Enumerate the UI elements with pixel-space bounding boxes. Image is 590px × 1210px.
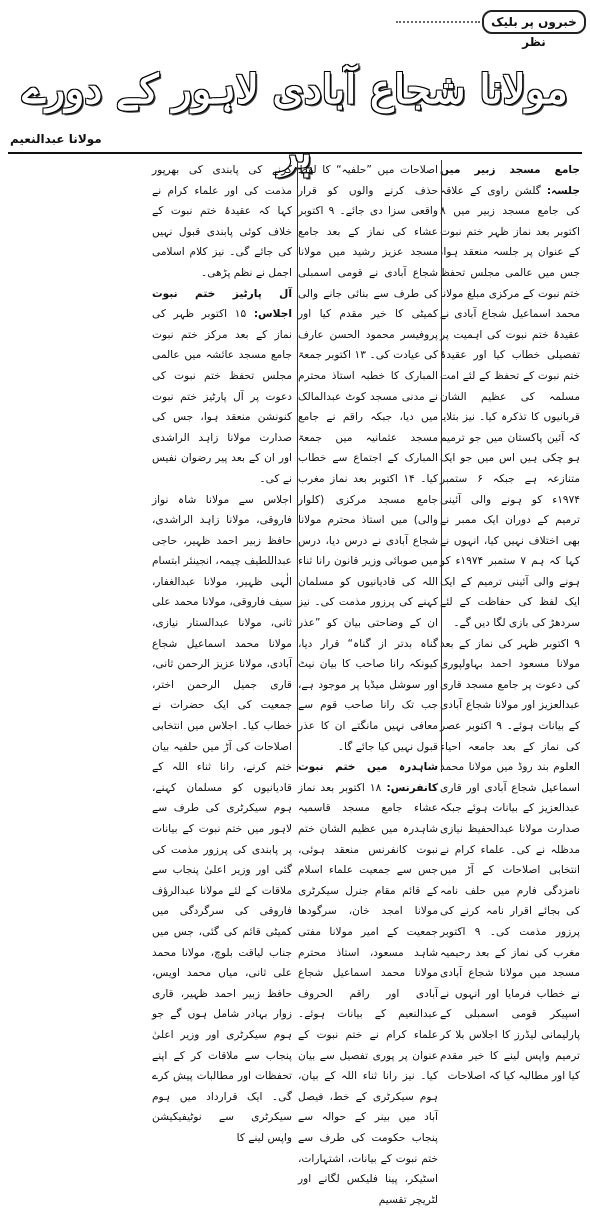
tag-dotted-line <box>396 21 480 23</box>
section-tag-label: خبروں پر بلیک نظر <box>491 15 577 49</box>
paragraph-text: ۱۵ اکتوبر ظہر کی نماز کے بعد مرکز ختم نبوت جامع مسجد عائشہ میں عالمی مجلس تحفظ ختم نبوت کی دعوت پر آل پارٹیز ختم نبوت کنونشن منعقد ہوا، جس کی صدارت مولانا زاہد الراشدی اور ان کے بعد پیر رضوان نفیس نے کی۔ <box>152 308 292 485</box>
paragraph <box>440 160 580 634</box>
byline: مولانا عبدالنعیم <box>10 132 102 146</box>
paragraph-text: کرنے کی پابندی کی بھرپور مذمت کی اور علماء کرام نے کہا کہ عقیدۂ ختم نبوت کے خلاف کوئی پابندی قبول نہیں کی جائے گی۔ نیز کلام اسلامی اجمل نے نظم پڑھی۔ <box>152 164 292 279</box>
subheading: جامع مسجد زبیر میں جلسہ: <box>440 164 580 197</box>
paragraph <box>152 284 292 490</box>
paragraph <box>298 757 438 1210</box>
paragraph <box>152 160 292 284</box>
paragraph-text: گلشن راوی کے علاقہ کی جامع مسجد زبیر میں ۸ اکتوبر بعد نماز ظہر ختم نبوت کے عنوان پر جلسہ منعقد ہوا، جس میں عالمی مجلس تحفظ ختم نبوت کے مرکزی مبلغ مولانا محمد اسماعیل شجاع آبادی نے عقیدۂ ختم نبوت کی اہمیت پر تفصیلی خطاب کیا اور عقیدۂ ختم نبوت کے تحفظ کے لئے امت مسلمہ کی عظیم الشان قربانیوں کا تذکرہ کیا۔ نیز بتلایا کہ آئین پاکستان میں جو ترمیم ہو چکی ہیں اس میں جو ایک متنازعہ ہے جبکہ ۶ ستمبر ۱۹۷۴ء کو ہونے والی آئینی ترمیم کے دوران ایک ممبر نے بھی اختلاف نہیں کیا، انہوں نے کہا کہ ہم ۷ ستمبر ۱۹۷۴ء کو ہونے والی آئینی ترمیم کے ایک ایک لفظ کی حفاظت کے لئے سردھڑ کی بازی لگا دیں گے۔ <box>440 184 580 630</box>
paragraph <box>298 160 438 757</box>
column-3 <box>152 160 292 1144</box>
paragraph-text: ۹ اکتوبر ظہر کی نماز کے بعد مولانا مسعود احمد بہاولپوری کی دعوت پر جامع مسجد قاری عبدالعزیز اور مولانا شجاع آبادی کے بیانات ہوئے۔ ۹ اکتوبر عصر کی نماز کے بعد جامعہ احیاء العلوم بند روڈ میں مولانا محمد اسماعیل شجاع آبادی اور قاری عبدالعزیز کے بیانات ہوئے جبکہ صدارت مولانا عبدالحفیظ نیازی مدظلہ نے کی۔ علماء کرام نے انتخابی اصلاحات کے آڑ میں نامزدگی فارم میں حلف نامہ کی بجائے اقرار نامہ کرنے کی پرزور مذمت کی۔ ۹ اکتوبر مغرب کی نماز کے بعد رحیمیہ مسجد میں مولانا شجاع آبادی نے خطاب فرمایا اور انہوں نے اسپیکر قومی اسمبلی کے پارلیمانی لیڈرز کا اجلاس بلا کر ترمیم واپس لینے کا خیر مقدم کیا اور مطالبہ کیا کہ اصلاحات <box>440 637 580 1083</box>
subheading: شاہدرہ میں ختم نبوت کانفرنس: <box>298 761 438 794</box>
paragraph-text: اجلاس سے مولانا شاہ نواز فاروقی، مولانا زاہد الراشدی، حافظ زبیر احمد ظہیر، حاجی عبداللطیف چیمہ، انجینئر ابتسام الٰہی ظہیر، مولانا عبدالغفار، سیف فاروقی، مولانا محمد علی ثانی، مولانا عبدالستار نیازی، مولانا محمد اسماعیل شجاع آبادی، مولانا عزیز الرحمن ثانی، قاری جمیل الرحمن اختر، جمعیت کی ایک حضرات نے خطاب کیا۔ اجلاس میں انتخابی اصلاحات کی آڑ میں حلفیہ بیان ختم کرنے، رانا ثناء اللہ کے قادیانیوں کو مسلمان کہنے، ہوم سیکرٹری کی طرف سے لاہور میں ختم نبوت کے بیانات پر پابندی کی پرزور مذمت کی گئی اور وزیر اعلیٰ پنجاب سے ملاقات کے لئے مولانا عبدالرؤف فاروقی کی سرگردگی میں کمیٹی قائم کی گئی، جس میں جناب لیاقت بلوچ، مولانا محمد علی ثانی، میاں محمد اویس، حافظ زبیر احمد ظہیر، قاری زوار بہادر شامل ہوں گے جو ہوم سیکرٹری اور وزیر اعلیٰ پنجاب سے ملاقات کر کے اپنے تحفظات اور مطالبات پیش کرے گی۔ ایک قرارداد میں ہوم سیکرٹری سے نوٹیفیکیشن واپس لینے کا <box>152 493 292 1144</box>
paragraph-text: ۱۸ اکتوبر بعد نماز عشاء جامع مسجد قاسمیہ شاہدرہ میں عظیم الشان ختم نبوت کانفرنس منعقد ہوئی، جس سے جمعیت علماء اسلام کے قائم مقام جنرل سیکرٹری مولانا امجد خان، سرگودھا جمعیت کے امیر مولانا مفتی شاہد مسعود، استاذ محترم مولانا محمد اسماعیل شجاع آبادی اور راقم الحروف عبدالنعیم کے بیانات ہوئے۔ علماء کرام نے ختم نبوت کے عنوان پر پوری تفصیل سے بیان کیا۔ نیز رانا ثناء اللہ کے بیان، ہوم سیکرٹری کے خط، فیصل آباد میں بینر کے حوالہ سے پنجاب حکومت کی طرف سے ختم نبوت کے بیانات، اشتہارات، اسٹیکر، پینا فلیکس لگانے اور لٹریچر تقسیم <box>298 781 438 1206</box>
headline-text: مولانا شجاع آبادی لاہور کے دورے پر <box>22 66 568 177</box>
column-1 <box>440 160 580 1083</box>
paragraph-text: اصلاحات میں ”حلفیہ“ کا لفظ حذف کرنے والوں کو قرار واقعی سزا دی جائے۔ ۹ اکتوبر عشاء کی نماز کے بعد جامع مسجد عزیز رشید میں مولانا شجاع آبادی نے قومی اسمبلی کی طرف سے بنائی جانے والی کمیٹی کا خیر مقدم کیا اور پروفیسر محمود الحسن عارف کی عیادت کی۔ ۱۳ اکتوبر جمعۃ المبارک کا خطبہ استاذ محترم نے مدنی مسجد کوٹ عبدالمالک میں دیا، جبکہ راقم نے جامع مسجد عثمانیہ میں جمعۃ المبارک کے اجتماع سے خطاب کیا۔ ۱۴ اکتوبر بعد نماز مغرب جامع مسجد مرکزی (کلوار والی) میں استاذ محترم مولانا شجاع آبادی نے درس دیا، درس میں صوبائی وزیر قانون رانا ثناء اللہ کی قادیانیوں کو مسلمان کہنے کی پرزور مذمت کی۔ نیز ان کے وضاحتی بیان کو ”عذر گناہ بدتر از گناہ“ قرار دیا، کیونکہ رانا صاحب کا بیان نیٹ اور سوشل میڈیا پر موجود ہے، جب تک رانا صاحب قوم سے معافی نہیں مانگتے ان کا عذر قبول نہیں کیا جائے گا۔ <box>298 164 438 753</box>
paragraph <box>152 490 292 1149</box>
column-2 <box>298 160 438 1206</box>
section-tag <box>482 10 586 49</box>
byline-rule <box>8 152 582 154</box>
paragraph <box>440 634 580 1087</box>
column-divider <box>441 160 442 772</box>
column-divider <box>297 160 298 772</box>
subheading: آل پارٹیز ختم نبوت اجلاس: <box>152 287 292 321</box>
